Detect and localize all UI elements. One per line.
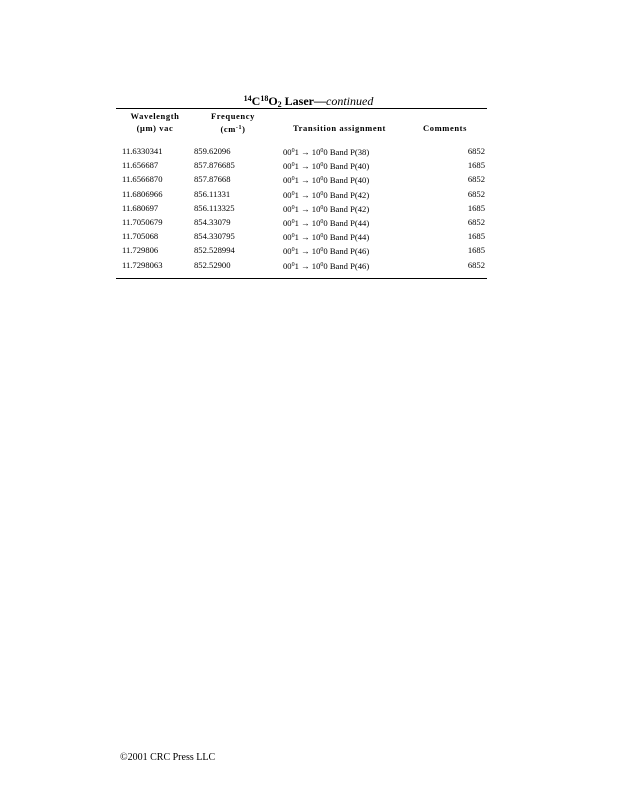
table-title: $^{14}C^{18}O_2$ Laser—continued [243, 94, 374, 109]
transition-cell: $00^01 \to 10^00$ Band P(46) [283, 246, 370, 257]
wavelength-cell: 11.729806 [122, 245, 159, 256]
comment-cell: 1685 [467, 202, 485, 213]
frequency-cell: 856.11331 [194, 188, 231, 199]
comment-cell: 6852 [467, 217, 485, 227]
comment-cell: 6852 [467, 188, 485, 199]
frequency-cell: 857.876685 [194, 160, 235, 171]
transition-cell: $00^01 \to 10^00$ Band P(42) [283, 189, 370, 200]
comment-cell: 6852 [467, 146, 485, 156]
wavelength-cell: 11.7050679 [122, 217, 163, 227]
transition-cell: $00^01 \to 10^00$ Band P(40) [283, 175, 370, 186]
wavelength-cell: 11.6330341 [122, 146, 163, 156]
table-top-rule [116, 108, 487, 109]
frequency-cell: 854.330795 [194, 231, 235, 242]
header-frequency: Frequency $(cm^{-1})$ [211, 111, 255, 134]
frequency-cell: 857.87668 [194, 174, 231, 185]
transition-cell: $00^01 \to 10^00$ Band P(40) [283, 161, 370, 172]
transition-cell: $00^01 \to 10^00$ Band P(44) [283, 232, 370, 243]
header-wavelength: Wavelength (μm) vac [130, 111, 180, 133]
comment-cell: 1685 [467, 231, 485, 242]
comment-cell: 1685 [467, 245, 485, 256]
frequency-cell: 854.33079 [194, 217, 231, 227]
header-comments: Comments [423, 123, 467, 133]
wavelength-cell: 11.6806966 [122, 188, 163, 199]
transition-cell: $00^01 \to 10^00$ Band P(38) [283, 147, 370, 157]
transition-cell: $00^01 \to 10^00$ Band P(42) [283, 203, 370, 214]
table-bottom-rule [116, 278, 487, 279]
comment-cell: 6852 [467, 174, 485, 185]
frequency-cell: 852.52900 [194, 259, 231, 270]
comment-cell: 6852 [467, 259, 485, 270]
comment-cell: 1685 [467, 160, 485, 171]
wavelength-cell: 11.656687 [122, 160, 159, 171]
header-transition: Transition assignment [293, 123, 386, 133]
frequency-cell: 852.528994 [194, 245, 235, 256]
wavelength-cell: 11.680697 [122, 202, 159, 213]
frequency-cell: 859.62096 [194, 146, 231, 156]
wavelength-cell: 11.705068 [122, 231, 159, 242]
transition-cell: $00^01 \to 10^00$ Band P(44) [283, 218, 370, 228]
frequency-cell: 856.113325 [194, 202, 235, 213]
copyright-footer: ©2001 CRC Press LLC [120, 752, 216, 763]
transition-cell: $00^01 \to 10^00$ Band P(46) [283, 260, 370, 271]
wavelength-cell: 11.7298063 [122, 259, 163, 270]
wavelength-cell: 11.6566870 [122, 174, 163, 185]
